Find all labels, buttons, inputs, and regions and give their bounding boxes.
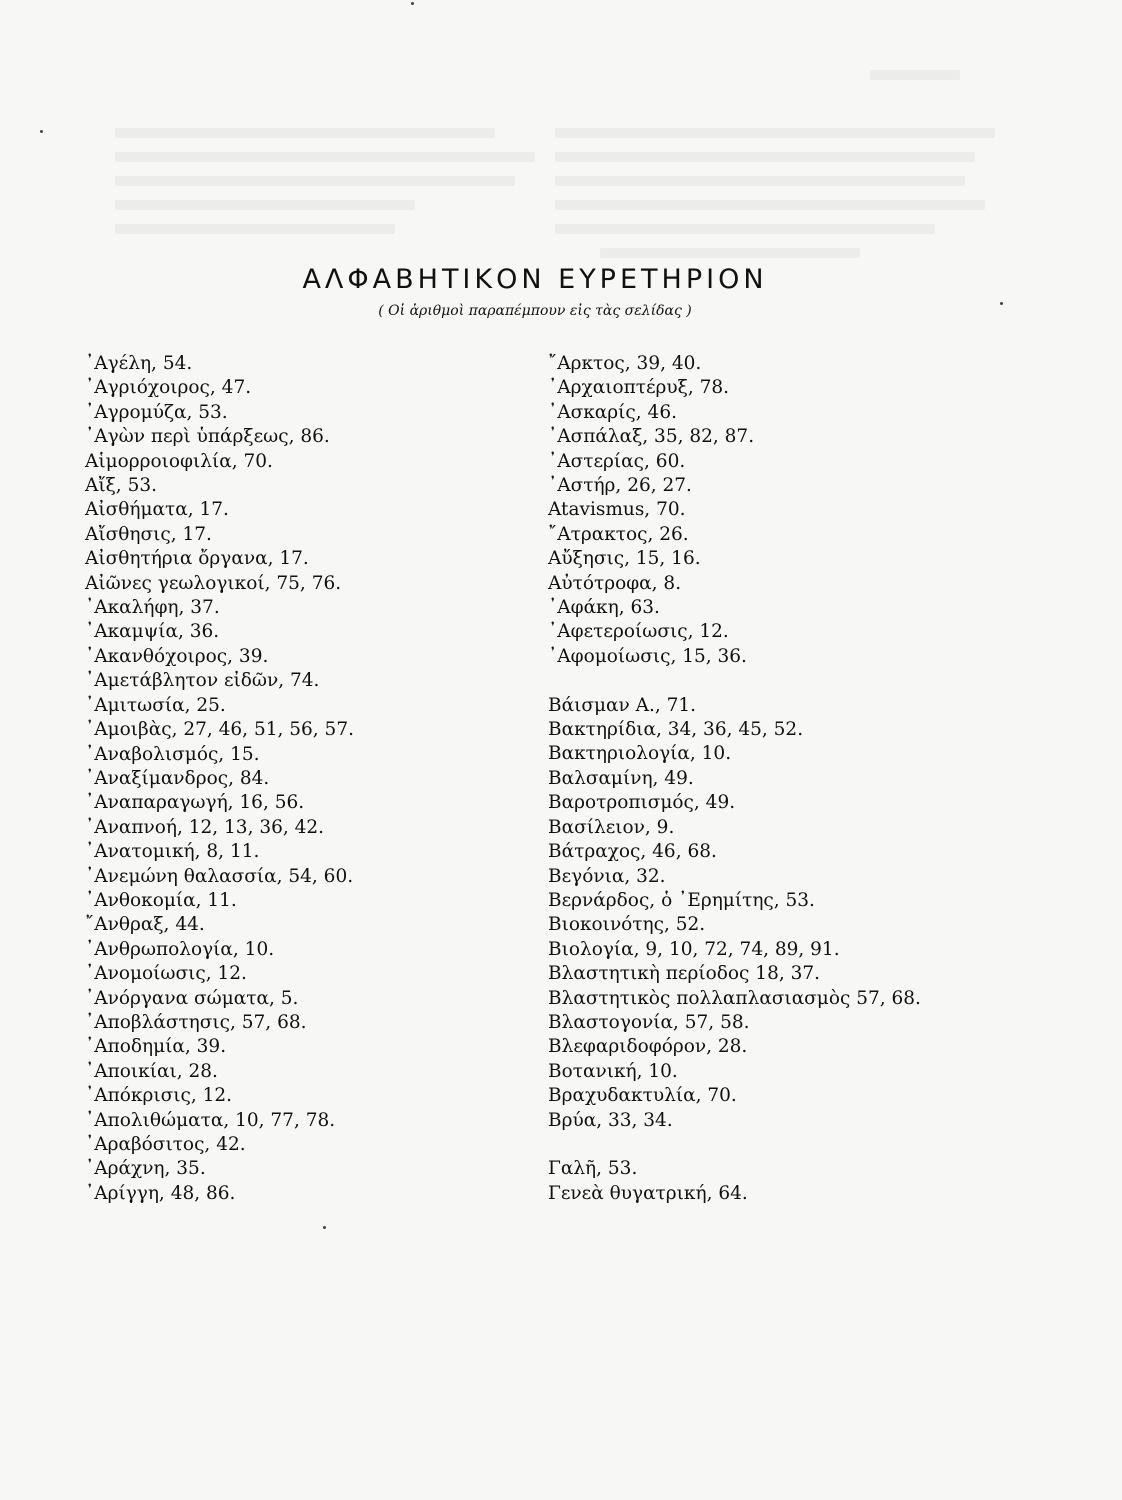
- page-subtitle: ( Οἱ ἀριθμοὶ παραπέμπουν εἰς τὰς σελίδας ): [378, 303, 692, 319]
- index-entry: ᾿Αναπαραγωγή, 16, 56.: [85, 792, 305, 814]
- index-entry: Βιολογία, 9, 10, 72, 74, 89, 91.: [548, 938, 840, 960]
- index-entry: ᾿Αγρομύζα, 53.: [85, 401, 228, 423]
- index-entry: ᾿Ακαλήφη, 37.: [85, 597, 220, 619]
- index-entry: ᾿Αφομοίωσις, 15, 36.: [548, 645, 747, 667]
- index-entry: Αἱμορροιοφιλία, 70.: [85, 450, 273, 472]
- index-entry: ᾿Αναβολισμός, 15.: [85, 743, 260, 765]
- index-entry: ᾿Ανόργανα σώματα, 5.: [85, 987, 299, 1009]
- index-entry: ᾿Αράχνη, 35.: [85, 1158, 206, 1180]
- index-entry: ῎Ατρακτος, 26.: [548, 523, 689, 545]
- index-entry: Βλαστητικὴ περίοδος 18, 37.: [548, 963, 821, 985]
- index-entry: Atavismus, 70.: [548, 499, 686, 521]
- paper-speck: [411, 2, 414, 5]
- index-entry: ᾿Αναξίμανδρος, 84.: [85, 767, 270, 789]
- index-entry: ᾿Ασπάλαξ, 35, 82, 87.: [548, 426, 755, 448]
- index-entry: Βάτραχος, 46, 68.: [548, 841, 717, 863]
- index-entry: ᾿Ανεμώνη θαλασσία, 54, 60.: [85, 865, 354, 887]
- index-entry: ῎Αρκτος, 39, 40.: [548, 353, 702, 374]
- index-entry: Αἰσθητήρια ὄργανα, 17.: [85, 548, 309, 570]
- index-entry: Βασίλειον, 9.: [548, 816, 675, 838]
- index-entry: ᾿Αραβόσιτος, 42.: [85, 1134, 246, 1155]
- index-entry: ᾿Αμετάβλητον εἰδῶν, 74.: [85, 670, 320, 692]
- index-entry: ᾿Αγὼν περὶ ὑπάρξεως, 86.: [85, 426, 330, 448]
- index-entry: ᾿Αναπνοή, 12, 13, 36, 42.: [85, 816, 325, 838]
- index-entry: Βάισμαν Α., 71.: [548, 694, 697, 716]
- index-entry: ᾿Ανομοίωσις, 12.: [85, 963, 247, 985]
- index-entry: ᾿Αφετεροίωσις, 12.: [548, 621, 729, 643]
- index-entry: Βοτανική, 10.: [548, 1060, 678, 1082]
- index-column-left: [85, 352, 354, 1206]
- index-entry: Βρύα, 33, 34.: [548, 1109, 673, 1131]
- page-title: ΑΛΦΑΒΗΤΙΚΟΝ ΕΥΡΕΤΗΡΙΟΝ: [302, 264, 768, 295]
- index-column-right: [548, 352, 921, 1206]
- index-entry: Αἰσθήματα, 17.: [85, 499, 229, 521]
- index-entry: ᾿Αφάκη, 63.: [548, 597, 660, 619]
- index-entry: ᾿Απολιθώματα, 10, 77, 78.: [85, 1109, 336, 1131]
- index-entry: ᾿Αποικίαι, 28.: [85, 1060, 218, 1082]
- section-gap: [548, 669, 921, 693]
- index-entry: ᾿Αποβλάστησις, 57, 68.: [85, 1011, 307, 1033]
- index-entry: ᾿Ανθρωπολογία, 10.: [85, 938, 275, 960]
- index-entry: Γαλῆ, 53.: [548, 1158, 638, 1180]
- index-entry: Γενεὰ θυγατρική, 64.: [548, 1182, 748, 1204]
- index-entry: ᾿Αστερίας, 60.: [548, 450, 686, 472]
- index-entry: Βλαστογονία, 57, 58.: [548, 1011, 750, 1033]
- index-entry: ᾿Αρίγγη, 48, 86.: [85, 1182, 236, 1204]
- index-entry: Βακτηριολογία, 10.: [548, 743, 732, 765]
- paper-speck: [1000, 302, 1003, 305]
- index-entry: ᾿Ακανθόχοιρος, 39.: [85, 645, 269, 667]
- index-entry: Βαλσαμίνη, 49.: [548, 767, 694, 789]
- index-entry: Βλεφαριδοφόρον, 28.: [548, 1036, 748, 1058]
- index-entry: ᾿Αγέλη, 54.: [85, 353, 193, 374]
- index-entry: Αἰῶνες γεωλογικοί, 75, 76.: [85, 572, 342, 594]
- index-entry: ᾿Ανθοκομία, 11.: [85, 889, 237, 911]
- section-gap: [548, 1133, 921, 1157]
- index-entry: ᾿Αμιτωσία, 25.: [85, 694, 226, 716]
- index-entry: ᾿Αποδημία, 39.: [85, 1036, 227, 1058]
- index-entry: ᾿Αγριόχοιρος, 47.: [85, 377, 252, 399]
- paper-speck: [40, 130, 43, 133]
- index-entry: Βραχυδακτυλία, 70.: [548, 1085, 737, 1107]
- index-entry: ῎Ανθραξ, 44.: [85, 914, 205, 936]
- index-entry: Βλαστητικὸς πολλαπλασιασμὸς 57, 68.: [548, 987, 921, 1009]
- index-entry: ᾿Αστήρ, 26, 27.: [548, 475, 692, 497]
- index-entry: ᾿Αμοιβὰς, 27, 46, 51, 56, 57.: [85, 719, 354, 741]
- index-entry: Αἴσθησις, 17.: [85, 523, 212, 545]
- index-entry: ᾿Ακαμψία, 36.: [85, 621, 220, 643]
- index-entry: Βακτηρίδια, 34, 36, 45, 52.: [548, 719, 804, 741]
- index-entry: Βερνάρδος, ὁ ᾿Ερημίτης, 53.: [548, 889, 815, 911]
- index-entry: ᾿Απόκρισις, 12.: [85, 1085, 233, 1107]
- index-entry: Αὔξησις, 15, 16.: [548, 548, 701, 570]
- index-entry: Αἴξ, 53.: [85, 475, 157, 497]
- index-entry: ᾿Ασκαρίς, 46.: [548, 401, 677, 423]
- index-entry: Αὐτότροφα, 8.: [548, 572, 682, 594]
- paper-speck: [323, 1226, 326, 1229]
- index-entry: Βαροτροπισμός, 49.: [548, 792, 736, 814]
- index-entry: Βεγόνια, 32.: [548, 865, 666, 887]
- index-entry: ᾿Αρχαιοπτέρυξ, 78.: [548, 377, 730, 399]
- index-entry: ᾿Ανατομική, 8, 11.: [85, 841, 260, 863]
- index-entry: Βιοκοινότης, 52.: [548, 914, 706, 936]
